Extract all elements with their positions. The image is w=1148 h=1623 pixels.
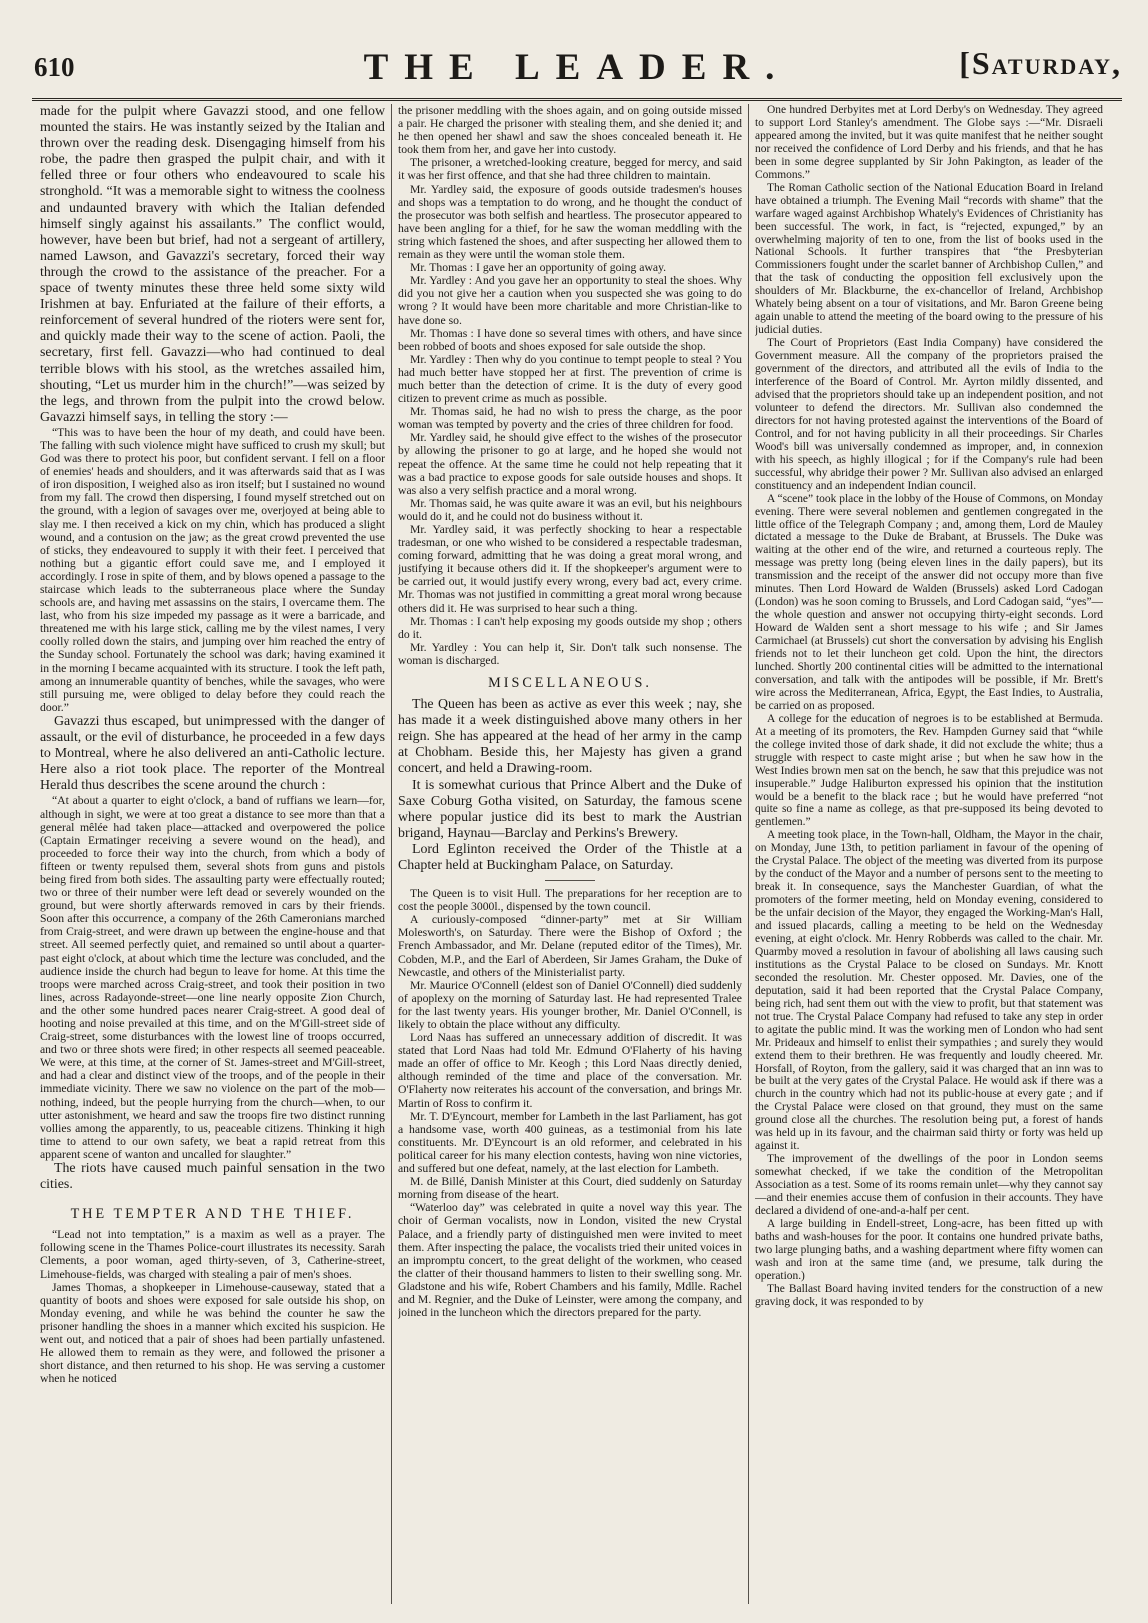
montreal-herald-quote: “At about a quarter to eight o'clock, a band of ruffians we learn—for, although in sight, we were at too great a distance to see more than that a general mêlée had taken place—attacked and overpowered the police (Captain Ermatinger receiving a severe wound on the head), and proceeded to force their way into the church, from which a body of fifteen or twenty repulsed them, several shots from guns and pistols being fired from both sides. The assaulting party were effectually routed; two or three of their number were left dead or severely wounded on the ground, but were shortly afterwards removed in cars by their friends. Soon after this occurrence, a company of the 26th Cameronians marched from Craig-street, and were drawn up between the engine-house and that street. All seemed perfectly quiet, and remained so until about a quarter-past eight o'clock, at about which time the lecture was concluded, and the audience inside the church had begun to leave for home. At this time the troops were marched across Craig-street, and took their position in two lines, across Radayonde-street—one line nearly opposite Zion Church, and the other some hundred paces nearer Craig-street. A good deal of hooting and noise prevailed at this time, and on the M'Gill-street side of Craig-street, some disturbances with the lowest line of troops occurred, and two or three shots were fired; in other respects all seemed peaceable. We were, at this time, at the corner of St. James-street and M'Gill-street, and had a clear and distinct view of the troops, and of the people in their immediate vicinity. There we saw no violence on the part of the mob—nothing, indeed, but the people hurrying from the church—when, to our utter astonishment, we heard and saw the troops fire two distinct running vollies among the apparently, to us, peaceable citizens. Thinking it high time to attend to our own safety, we beat a rapid retreat from this apparent scene of wanton and uncalled for slaughter.” <box>40 794 385 1161</box>
misc-paragraph: Lord Naas has suffered an unnecessary addition of discredit. It was stated that Lord Naas had told Mr. Edmund O'Flaherty of his having made an offer of office to Mr. Keogh ; this Lord Naas directly denied, although reminded of the time and place of the conversation. Mr. O'Flaherty now reiterates his account of the conversation, and brings Mr. Martin of Ross to confirm it. <box>398 1031 742 1110</box>
newspaper-title: THE LEADER. <box>363 47 791 88</box>
news-paragraph: A “scene” took place in the lobby of the House of Commons, on Monday evening. There were several noblemen and gentlemen congregated in the little office of the Telegraph Company ; and, among them, Lord de Mauley dictated a message to the Duke de Brabant, at Brussels. The Duke was waiting at the other end of the wire, and returned a courteous reply. The message was pretty long (being eleven lines in the daily papers), but its transmission and the receipt of the answer did not occupy more than five minutes. Then Lord Howard de Walden (Brussels) asked Lord Cadogan (London) was he soon coming to Brussels, and Lord Cadogan said, “yes”—the whole question and answer not occupying thirty-eight seconds. Lord Howard de Walden sent a short message to his wife ; and Sir James Carmichael (at Brussels) cut short the conversation by advising his English friends not to let their luncheon get cold. Upon the hint, the directors lunched. Shortly 200 continental cities will be admitted to the international conversation, and talk with the antipodes will be possible, if Mr. Brett's wire across the Mediterranean, Africa, Egypt, the East Indies, to Australia, be carried on as proposed. <box>755 492 1103 712</box>
riots-paragraph: The riots have caused much painful sensation in the two cities. <box>40 1161 385 1193</box>
court-paragraph: Mr. Thomas : I can't help exposing my goods outside my shop ; others do it. <box>398 614 742 641</box>
misc-paragraph: Mr. T. D'Eyncourt, member for Lambeth in the last Parliament, has got a handsome vase, worth 400 guineas, as a testimonial from his late constituents. Mr. D'Eyncourt is an old reformer, and celebrated in his political career for his many election contests, having won nine victories, and suffered but one defeat, namely, at the last election for Lambeth. <box>398 1109 742 1176</box>
miscellaneous-heading: MISCELLANEOUS. <box>488 675 652 692</box>
gavazzi-quote: “This was to have been the hour of my death, and could have been. The falling with such violence might have sufficed to crush my skull; but God was there to protect his poor, but confident servant. I fell on a floor of enemies' heads and shoulders, and it was afterwards said that as I was of iron disposition, I weighed also as iron itself; but I sustained no wound from my fall. The crowd then dispersing, I found myself stretched out on the ground, with a legion of savages over me, overjoyed at being able to slay me. I then received a kick on my chin, which has produced a slight wound, and a contusion on the jaw; as the great crowd prevented the use of sticks, they endeavoured to supply it with their feet. I perceived that nothing but a gigantic effort could save me, and I employed it accordingly. I rose in spite of them, and by blows opened a passage to the staircase which leads to the subterraneous place where the Sunday schools are, and having met assassins on the stairs, I overcame them. The last, who from his size impeded my passage as it were a barricade, and threatened me with his large stick, calling me by the vilest names, I very coolly rolled down the stairs, and jumping over him reached the entry of the Sunday school. Fortunately the school was dark; having examined it in the morning I became acquainted with its structure. I took the left path, among an innumerable quantity of benches, while the savages, who were still pursuing me, were obliged to delay before they could reach the door.” <box>40 425 385 714</box>
issue-day: [Saturday, <box>959 45 1122 81</box>
section-divider <box>545 880 595 881</box>
court-paragraph: Mr. Yardley said, it was perfectly shocking to hear a respectable tradesman, or one who wished to be considered a respectable tradesman, coming forward, admitting that he was doing a great moral wrong, and justifying it because others did it. If the shopkeeper's argument were to be carried out, it would justify every wrong, every bad act, every crime. Mr. Thomas was not justified in committing a great moral wrong because others did it. He was surprised to hear such a thing. <box>398 523 742 615</box>
misc-paragraph: Lord Eglinton received the Order of the Thistle at a Chapter held at Buckingham Palace, on Saturday. <box>398 841 742 873</box>
news-paragraph: The improvement of the dwellings of the poor in London seems somewhat checked, if we take the condition of the Metropolitan Association as a test. Some of its rooms remain unlet—why they cannot say—and their enemies accuse them of confusion in their accounts. They have declared a dividend of one-and-a-half per cent. <box>755 1153 1103 1218</box>
column-1 <box>40 104 385 1610</box>
news-paragraph: A college for the education of negroes is to be established at Bermuda. At a meeting of its promoters, the Rev. Hampden Gurney said that “while the college invited those of dark shade, it did not exclude the white; thus a struggle with respect to caste might arise ; but when he saw how in the West Indies brown men sat on the bench, he saw that this prejudice was not insuperable.” Judge Haliburton expressed his opinion that the institution would be a benefit to the black race ; but he would have preferred “not quite so fine a name as college, as that pre-supposed its being devoted to gentlemen.” <box>755 712 1103 829</box>
court-paragraph: the prisoner meddling with the shoes again, and on going outside missed a pair. He charged the prisoner with stealing them, and she denied it; and he then opened her shawl and saw the shoes concealed beneath it. He took them from her, and gave her into custody. <box>398 104 742 157</box>
court-paragraph: Mr. Yardley : Then why do you continue to tempt people to steal ? You had much better have stopped her at first. The prevention of crime is much better than the detection of crime. It is the duty of every good citizen to prevent crime as much as possible. <box>398 352 742 406</box>
court-paragraph: Mr. Yardley said, he should give effect to the wishes of the prosecutor by allowing the prisoner to go at large, and he hoped she would not repeat the offence. At the same time he could not help repeating that it was a bad practice to expose goods for sale outside houses and shops. It was also a very selfish practice and a moral wrong. <box>398 431 742 497</box>
tempter-paragraph: “Lead not into temptation,” is a maxim as well as a prayer. The following scene in the Thames Police-court illustrates its necessity. Sarah Clements, a poor woman, aged thirty-seven, of 3, Catherine-street, Limehouse-fields, was charged with stealing a pair of men's shoes. <box>40 1228 385 1281</box>
misc-paragraph: A curiously-composed “dinner-party” met at Sir William Molesworth's, on Saturday. There were the Bishop of Oxford ; the French Ambassador, and Mr. Delane (reputed editor of the Times), Mr. Cobden, M.P., and the Earl of Aberdeen, Sir James Graham, the Duke of Newcastle, and others of the Ministerialist party. <box>398 913 742 979</box>
court-paragraph: Mr. Yardley : You can help it, Sir. Don't talk such nonsense. The woman is discharged. <box>398 640 742 667</box>
column-rule-left <box>391 104 392 1604</box>
court-paragraph: The prisoner, a wretched-looking creature, begged for mercy, and said it was her first offence, and that she had three children to maintain. <box>398 156 742 183</box>
misc-paragraph: Mr. Maurice O'Connell (eldest son of Daniel O'Connell) died suddenly of apoplexy on the morning of Saturday last. He had represented Tralee for the last twenty years. His younger brother, Mr. Daniel O'Connell, is likely to obtain the place without any difficulty. <box>398 978 742 1031</box>
court-paragraph: Mr. Thomas said, he had no wish to press the charge, as the poor woman was tempted by poverty and the cries of three children for food. <box>398 405 742 432</box>
misc-paragraph: The Queen is to visit Hull. The preparations for her reception are to cost the people 3000l., dispensed by the town council. <box>398 887 742 914</box>
column-2 <box>398 104 742 1610</box>
masthead <box>32 44 1122 101</box>
misc-paragraph: M. de Billé, Danish Minister at this Court, died suddenly on Saturday morning from disease of the heart. <box>398 1175 742 1202</box>
court-paragraph: Mr. Yardley said, the exposure of goods outside tradesmen's houses and shops was a temptation to do wrong, and he thought the conduct of the prosecutor was both selfish and heartless. The prosecutor appeared to have been angling for a thief, for he saw the woman meddling with the string which fastened the shoes, and after suspecting her allowed them to remain as they were until the woman stole them. <box>398 182 742 262</box>
montreal-paragraph: Gavazzi thus escaped, but unimpressed with the danger of assault, or the evil of disturbance, he proceeded in a few days to Montreal, where he also delivered an anti-Catholic lecture. Here also a riot took place. The reporter of the Montreal Herald thus describes the scene around the church : <box>40 713 385 794</box>
news-paragraph: The Roman Catholic section of the National Education Board in Ireland have obtained a triumph. The Evening Mail “records with shame” that the warfare waged against Archbishop Whately's Evidences of Christianity has been successful. The work, in fact, is “rejected, expunged,” by an overwhelming majority of ten to one, from the list of books used in the National Schools. It further transpires that “the Presbyterian Commissioners fought under the scarlet banner of Archbishop Cullen,” and that the task of conducting the opposition fell exclusively upon the shoulders of Mr. Blackburne, the ex-chancellor of Ireland, Archbishop Whately being absent on a tour of visitations, and Mr. Baron Greene being again unable to attend the meeting of the board owing to the pressure of his judicial duties. <box>755 181 1103 337</box>
court-paragraph: Mr. Yardley : And you gave her an opportunity to steal the shoes. Why did you not give her a caution when you suspected she was going to do wrong ? It would have been more charitable and more Christian-like to have done so. <box>398 274 742 327</box>
column-3 <box>755 104 1103 1610</box>
misc-paragraph: It is somewhat curious that Prince Albert and the Duke of Saxe Coburg Gotha visited, on Saturday, the famous scene where popular justice did its best to mark the Austrian brigand, Haynau—Barclay and Perkins's Brewery. <box>398 777 742 841</box>
news-paragraph: The Ballast Board having invited tenders for the construction of a new graving dock, it was responded to by <box>755 1282 1103 1308</box>
tempter-heading: THE TEMPTER AND THE THIEF. <box>70 1206 355 1223</box>
court-paragraph: Mr. Thomas : I have done so several times with others, and have since been robbed of boots and shoes exposed for sale outside the shop. <box>398 326 742 353</box>
gavazzi-paragraph: made for the pulpit where Gavazzi stood, and one fellow mounted the stairs. He was instantly seized by the Italian and thrown over the reading desk. Disengaging himself from his robe, the padre then grasped the pulpit chair, and with it felled three or four others who endeavoured to scale his stronghold. “It was a memorable sight to witness the coolness and undaunted bravery with which the Italian defended himself singly against his assailants.” The conflict would, however, have been but brief, had not a sergeant of artillery, named Lawson, and Gavazzi's secretary, forced their way through the crowd to the assistance of the preacher. For a space of twenty minutes these three held some sixty wild Irishmen at bay. Enfuriated at the failure of their efforts, a reinforcement of several hundred of the rioters were sent for, and quickly made their way to the scene of action. Paoli, the secretary, first fell. Gavazzi—who had continued to deal terrible blows with his stool, as the wretches assailed him, shouting, “Let us murder him in the church!”—was seized by the legs, and thrown from the pulpit into the crowd below. Gavazzi himself says, in telling the story :— <box>40 104 385 425</box>
court-paragraph: Mr. Thomas said, he was quite aware it was an evil, but his neighbours would do it, and he could not do business without it. <box>398 496 742 523</box>
news-paragraph: The Court of Proprietors (East India Company) have considered the Government measure. All the company of the proprietors praised the government of the directors, and attributed all the evils of India to the interference of the Board of Control. Mr. Ayrton mildly dissented, and advised that the proprietors should take up an independent position, and not volunteer to defend the directors. Mr. Sullivan also condemned the directors for not having protested against the interventions of the Board of Control, and for not having publicity in all their proceedings. Sir Charles Wood's bill was universally condemned as improper, and, in connexion with his speech, as highly illogical ; for if the Company's rule had been successful, why abridge their power ? Mr. Sullivan also advised an enlarged constituency and an independent Indian council. <box>755 337 1103 492</box>
misc-paragraph: “Waterloo day” was celebrated in quite a novel way this year. The choir of German vocalists, now in London, visited the new Crystal Palace, and a friendly party of distinguished men were invited to meet them. After inspecting the palace, the vocalists tried their united voices in an impromptu concert, to the great delight of the workmen, who ceased the clatter of their thousand hammers to listen to their swelling song. Mr. Gladstone and his wife, Robert Chambers and his family, Mdlle. Rachel and M. Regnier, and the Duke of Leinster, were among the company, and joined in the luncheon which the directors prepared for the party. <box>398 1201 742 1320</box>
court-paragraph: Mr. Thomas : I gave her an opportunity of going away. <box>410 261 667 275</box>
news-paragraph: A large building in Endell-street, Long-acre, has been fitted up with baths and wash-houses for the poor. It contains one hundred private baths, two large plunging baths, and a washing department where fifty women can wash and iron at the same time (and, we presume, talk during the operation.) <box>755 1217 1103 1282</box>
news-paragraph: One hundred Derbyites met at Lord Derby's on Wednesday. They agreed to support Lord Stanley's amendment. The Globe says :—“Mr. Disraeli appeared among the invited, but it was quite manifest that he neither sought nor received the confidence of Lord Derby and his friends, and that he has been in some degree supplanted by Sir John Pakington, as leader of the Commons.” <box>755 104 1103 181</box>
page-number: 610 <box>34 52 75 82</box>
misc-paragraph: The Queen has been as active as ever this week ; nay, she has made it a week distinguished above many others in her reign. She has appeared at the head of her army in the camp at Chobham. Beside this, her Majesty has given a grand concert, and held a Drawing-room. <box>398 697 742 777</box>
column-rule-right <box>748 104 749 1604</box>
tempter-paragraph: James Thomas, a shopkeeper in Limehouse-causeway, stated that a quantity of boots and shoes were exposed for sale outside his shop, on Monday evening, and while he was behind the counter he saw the prisoner handling the shoes in a manner which excited his suspicion. He went out, and noticed that a pair of shoes had been partially unfastened. He allowed them to remain as they were, and followed the prisoner a short distance, and then returned to his shop. He was serving a customer when he noticed <box>40 1280 385 1386</box>
news-paragraph: A meeting took place, in the Town-hall, Oldham, the Mayor in the chair, on Monday, June 13th, to petition parliament in favour of the opening of the Crystal Palace. The object of the meeting was diverted from its purpose by the conduct of the Mayor and a number of persons sent to the meeting to break it. In consequence, says the Manchester Guardian, of what the promoters of the former meeting, held on Monday evening, considered to be the unfair decision of the Mayor, they engaged the Working-Man's Hall, and issued placards, calling a meeting to be held on the Wednesday evening, at eight o'clock. Mr. Henry Robberds was called to the chair. Mr. Quarmby moved a resolution in favour of abolishing all laws causing such institutions as the Crystal Palace to be closed on Sundays. Mr. Knott seconded the resolution. Mr. Chester opposed. Mr. Davies, one of the deputation, said it had been reported that the Crystal Palace Company, being rich, had sent them out with the view to profit, but that statement was not true. The Crystal Palace Company had refused to take any step in order to agitate the public mind. It was the working men of London who had sent Mr. Prideaux and himself to enlist their sympathies ; and surely they would extend them to their brethren. He was frequently and loudly cheered. Mr. Horsfall, of Royton, from the gallery, said it was charged that an inn was to be built at the very gates of the Crystal Palace. He would ask if there was a church in the country which had not its public-house at every gate ; and if the Crystal Palace were closed on that ground, they must on the same ground close all the churches. The resolution being put, a forest of hands was held up in its favour, and the chairman said thirty or forty was held up against it. <box>755 829 1103 1153</box>
